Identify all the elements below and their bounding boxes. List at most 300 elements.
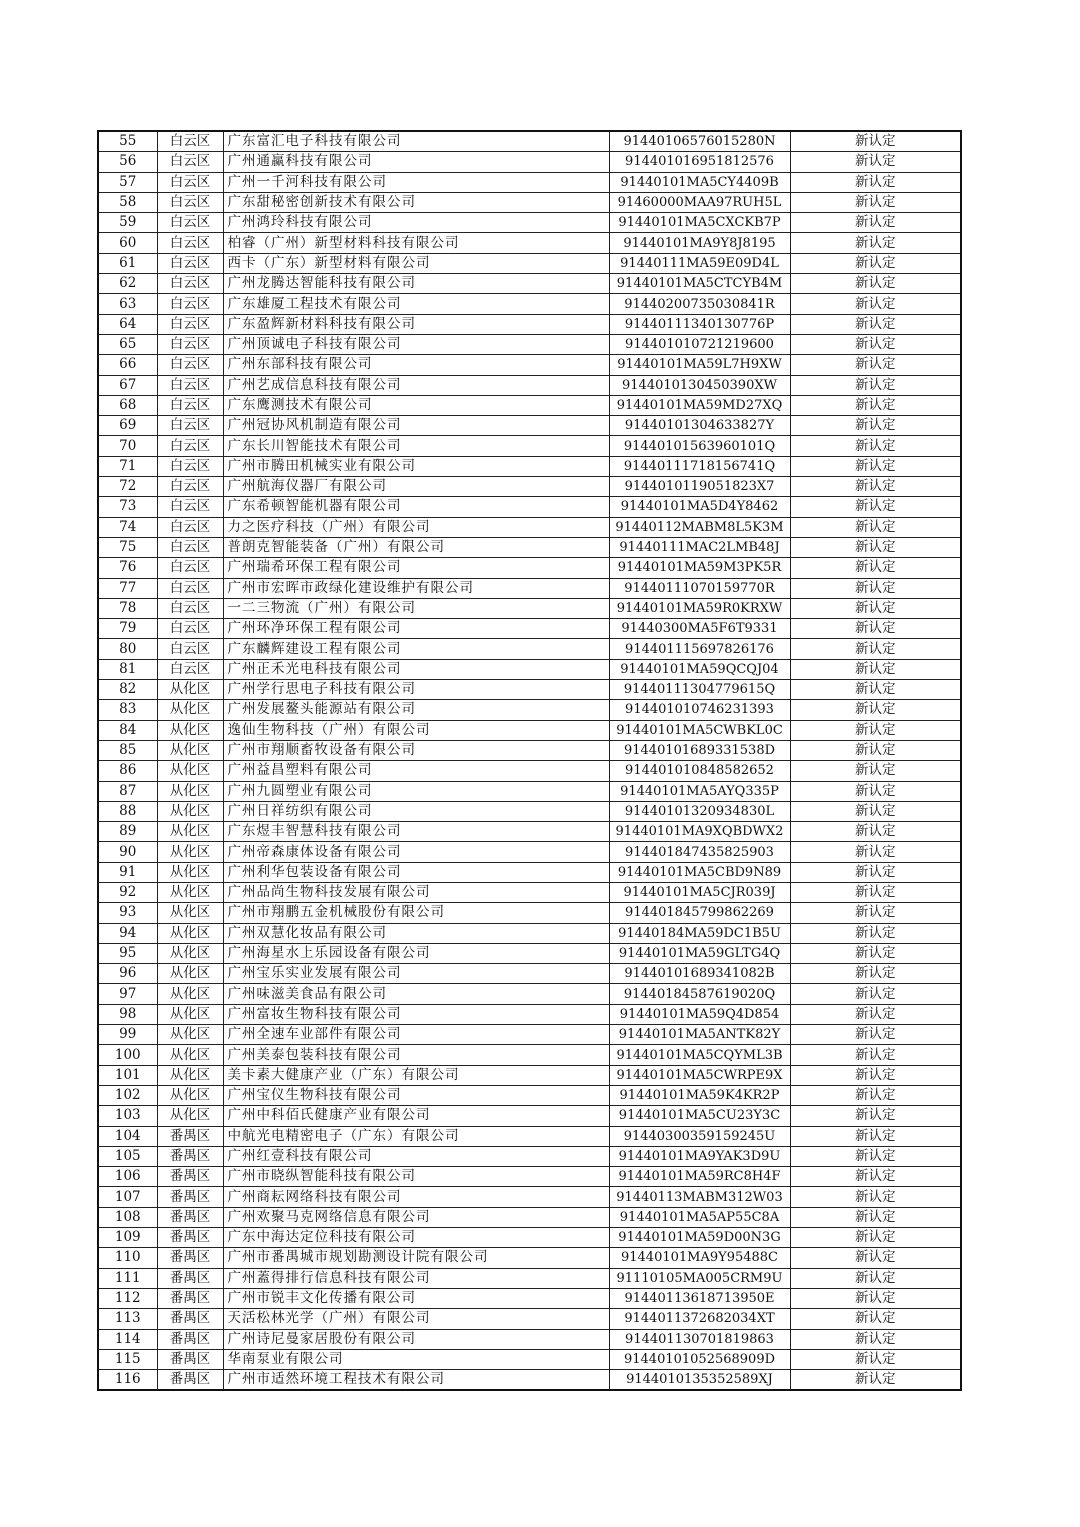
row-number: 90: [98, 842, 157, 862]
row-number: 115: [98, 1349, 157, 1369]
status-cell: 新认定: [790, 253, 961, 273]
status-cell: 新认定: [790, 964, 961, 984]
table-row: [98, 964, 961, 984]
company-name-cell: 广东中海达定位科技有限公司: [223, 1228, 609, 1248]
row-number: 68: [98, 395, 157, 415]
district-cell: 白云区: [157, 659, 223, 679]
district-cell: 番禺区: [157, 1167, 223, 1187]
credit-code-cell: 91440184MA59DC1B5U: [609, 923, 790, 943]
table-row: [98, 903, 961, 923]
row-number: 75: [98, 537, 157, 557]
credit-code-cell: 91440101MA59K4KR2P: [609, 1085, 790, 1105]
row-number: 65: [98, 334, 157, 354]
district-cell: 白云区: [157, 375, 223, 395]
row-number: 106: [98, 1167, 157, 1187]
table-row: [98, 700, 961, 720]
table-row: [98, 274, 961, 294]
district-cell: 白云区: [157, 192, 223, 212]
district-cell: 从化区: [157, 1085, 223, 1105]
status-cell: 新认定: [790, 1146, 961, 1166]
company-name-cell: 广州富妆生物科技有限公司: [223, 1004, 609, 1024]
row-number: 99: [98, 1025, 157, 1045]
credit-code-cell: 91440101MA5CXCKB7P: [609, 213, 790, 233]
row-number: 109: [98, 1228, 157, 1248]
credit-code-cell: 91440101MA59GLTG4Q: [609, 943, 790, 963]
credit-code-cell: 914401010746231393: [609, 700, 790, 720]
district-cell: 白云区: [157, 436, 223, 456]
credit-code-cell: 91440101MA5CU23Y3C: [609, 1106, 790, 1126]
credit-code-cell: 91440101MA5CY4409B: [609, 172, 790, 192]
credit-code-cell: 91440101MA9YAK3D9U: [609, 1146, 790, 1166]
district-cell: 从化区: [157, 842, 223, 862]
credit-code-cell: 914401016951812576: [609, 152, 790, 172]
district-cell: 番禺区: [157, 1370, 223, 1391]
company-name-cell: 广州商耘网络科技有限公司: [223, 1187, 609, 1207]
credit-code-cell: 914401845799862269: [609, 903, 790, 923]
row-number: 102: [98, 1085, 157, 1105]
company-name-cell: 天活松林光学（广州）有限公司: [223, 1309, 609, 1329]
status-cell: 新认定: [790, 984, 961, 1004]
company-name-cell: 广州九圆塑业有限公司: [223, 781, 609, 801]
company-name-cell: 广州双慧化妆品有限公司: [223, 923, 609, 943]
table-row: [98, 842, 961, 862]
status-cell: 新认定: [790, 923, 961, 943]
company-name-cell: 广州全速车业部件有限公司: [223, 1025, 609, 1045]
row-number: 84: [98, 720, 157, 740]
row-number: 59: [98, 213, 157, 233]
district-cell: 白云区: [157, 497, 223, 517]
district-cell: 白云区: [157, 233, 223, 253]
company-name-cell: 广州海星水上乐园设备有限公司: [223, 943, 609, 963]
district-cell: 从化区: [157, 680, 223, 700]
credit-code-cell: 914401010848582652: [609, 761, 790, 781]
district-cell: 从化区: [157, 740, 223, 760]
table-row: [98, 984, 961, 1004]
district-cell: 白云区: [157, 274, 223, 294]
credit-code-cell: 91440101MA5ANTK82Y: [609, 1025, 790, 1045]
status-cell: 新认定: [790, 1228, 961, 1248]
row-number: 62: [98, 274, 157, 294]
company-name-cell: 广东煜丰智慧科技有限公司: [223, 822, 609, 842]
credit-code-cell: 91440101MA5D4Y8462: [609, 497, 790, 517]
credit-code-cell: 91440101MA5CTCYB4M: [609, 274, 790, 294]
status-cell: 新认定: [790, 1207, 961, 1227]
district-cell: 白云区: [157, 355, 223, 375]
district-cell: 番禺区: [157, 1187, 223, 1207]
district-cell: 从化区: [157, 1065, 223, 1085]
company-name-cell: 广州正禾光电科技有限公司: [223, 659, 609, 679]
company-name-cell: 广州美泰包装科技有限公司: [223, 1045, 609, 1065]
table-row: [98, 619, 961, 639]
status-cell: 新认定: [790, 659, 961, 679]
credit-code-cell: 91440300359159245U: [609, 1126, 790, 1146]
district-cell: 从化区: [157, 984, 223, 1004]
table-row: [98, 395, 961, 415]
status-cell: 新认定: [790, 740, 961, 760]
credit-code-cell: 91440111340130776P: [609, 314, 790, 334]
company-name-cell: 广东长川智能技术有限公司: [223, 436, 609, 456]
company-name-cell: 广州环净环保工程有限公司: [223, 619, 609, 639]
table-row: [98, 740, 961, 760]
status-cell: 新认定: [790, 294, 961, 314]
company-name-cell: 广州通赢科技有限公司: [223, 152, 609, 172]
credit-code-cell: 91440101052568909D: [609, 1349, 790, 1369]
district-cell: 白云区: [157, 598, 223, 618]
credit-code-cell: 91440101MA5CBD9N89: [609, 862, 790, 882]
row-number: 70: [98, 436, 157, 456]
status-cell: 新认定: [790, 558, 961, 578]
company-name-cell: 广州红壹科技有限公司: [223, 1146, 609, 1166]
credit-code-cell: 91440101MA9XQBDWX2: [609, 822, 790, 842]
district-cell: 从化区: [157, 943, 223, 963]
table-row: [98, 477, 961, 497]
district-cell: 从化区: [157, 801, 223, 821]
status-cell: 新认定: [790, 943, 961, 963]
company-name-cell: 广州中科佰氏健康产业有限公司: [223, 1106, 609, 1126]
status-cell: 新认定: [790, 334, 961, 354]
row-number: 83: [98, 700, 157, 720]
credit-code-cell: 91440101689331538D: [609, 740, 790, 760]
district-cell: 白云区: [157, 416, 223, 436]
credit-code-cell: 91440101MA5AP55C8A: [609, 1207, 790, 1227]
row-number: 76: [98, 558, 157, 578]
table-row: [98, 781, 961, 801]
credit-code-cell: 91440200735030841R: [609, 294, 790, 314]
table-row: [98, 497, 961, 517]
row-number: 71: [98, 456, 157, 476]
company-name-cell: 广州欢聚马克网络信息有限公司: [223, 1207, 609, 1227]
status-cell: 新认定: [790, 842, 961, 862]
table-row: [98, 213, 961, 233]
credit-code-cell: 91440101MA9Y95488C: [609, 1248, 790, 1268]
company-name-cell: 西卡（广东）新型材料有限公司: [223, 253, 609, 273]
row-number: 116: [98, 1370, 157, 1391]
status-cell: 新认定: [790, 274, 961, 294]
row-number: 108: [98, 1207, 157, 1227]
status-cell: 新认定: [790, 395, 961, 415]
row-number: 100: [98, 1045, 157, 1065]
status-cell: 新认定: [790, 355, 961, 375]
credit-code-cell: 91440101MA59R0KRXW: [609, 598, 790, 618]
row-number: 112: [98, 1288, 157, 1308]
status-cell: 新认定: [790, 1329, 961, 1349]
row-number: 60: [98, 233, 157, 253]
table-row: [98, 253, 961, 273]
credit-code-cell: 91440111MAC2LMB48J: [609, 537, 790, 557]
company-name-cell: 广东盈辉新材料科技有限公司: [223, 314, 609, 334]
status-cell: 新认定: [790, 1268, 961, 1288]
company-name-cell: 广州诗尼曼家居股份有限公司: [223, 1329, 609, 1349]
company-name-cell: 广州市晓纵智能科技有限公司: [223, 1167, 609, 1187]
district-cell: 从化区: [157, 964, 223, 984]
credit-code-cell: 91440101320934830L: [609, 801, 790, 821]
row-number: 94: [98, 923, 157, 943]
company-name-cell: 广州市翔顺畜牧设备有限公司: [223, 740, 609, 760]
row-number: 101: [98, 1065, 157, 1085]
status-cell: 新认定: [790, 1025, 961, 1045]
district-cell: 番禺区: [157, 1248, 223, 1268]
table-row: [98, 1126, 961, 1146]
district-cell: 从化区: [157, 822, 223, 842]
district-cell: 从化区: [157, 1004, 223, 1024]
credit-code-cell: 91440101MA59L7H9XW: [609, 355, 790, 375]
credit-code-cell: 91440101MA5CWRPE9X: [609, 1065, 790, 1085]
company-name-cell: 广州鸿玲科技有限公司: [223, 213, 609, 233]
credit-code-cell: 914401847435825903: [609, 842, 790, 862]
company-name-cell: 美卡素大健康产业（广东）有限公司: [223, 1065, 609, 1085]
table-row: [98, 720, 961, 740]
table-row: [98, 334, 961, 354]
table-row: [98, 659, 961, 679]
row-number: 56: [98, 152, 157, 172]
table-row: [98, 1187, 961, 1207]
company-name-cell: 广州艺成信息科技有限公司: [223, 375, 609, 395]
credit-code-cell: 91440101563960101Q: [609, 436, 790, 456]
credit-code-cell: 91440184587619020Q: [609, 984, 790, 1004]
company-name-cell: 广州一千河科技有限公司: [223, 172, 609, 192]
district-cell: 白云区: [157, 395, 223, 415]
table-row: [98, 456, 961, 476]
status-cell: 新认定: [790, 578, 961, 598]
row-number: 86: [98, 761, 157, 781]
table-row: [98, 517, 961, 537]
row-number: 81: [98, 659, 157, 679]
district-cell: 白云区: [157, 131, 223, 152]
credit-code-cell: 91440106576015280N: [609, 131, 790, 152]
company-name-cell: 广东甜秘密创新技术有限公司: [223, 192, 609, 212]
credit-code-cell: 91440101689341082B: [609, 964, 790, 984]
status-cell: 新认定: [790, 761, 961, 781]
table-row: [98, 1268, 961, 1288]
row-number: 87: [98, 781, 157, 801]
district-cell: 番禺区: [157, 1329, 223, 1349]
table-row: [98, 1004, 961, 1024]
row-number: 93: [98, 903, 157, 923]
credit-code-cell: 9144011372682034XT: [609, 1309, 790, 1329]
credit-code-cell: 91440101MA5AYQ335P: [609, 781, 790, 801]
district-cell: 番禺区: [157, 1146, 223, 1166]
company-name-cell: 广州学行思电子科技有限公司: [223, 680, 609, 700]
credit-code-cell: 91440101MA59D00N3G: [609, 1228, 790, 1248]
credit-code-cell: 91440112MABM8L5K3M: [609, 517, 790, 537]
row-number: 63: [98, 294, 157, 314]
district-cell: 番禺区: [157, 1288, 223, 1308]
status-cell: 新认定: [790, 172, 961, 192]
table-row: [98, 416, 961, 436]
credit-code-cell: 91110105MA005CRM9U: [609, 1268, 790, 1288]
district-cell: 白云区: [157, 639, 223, 659]
district-cell: 番禺区: [157, 1207, 223, 1227]
credit-code-cell: 91440101MA9Y8J8195: [609, 233, 790, 253]
table-row: [98, 172, 961, 192]
table-row: [98, 578, 961, 598]
row-number: 66: [98, 355, 157, 375]
company-name-cell: 广州味滋美食品有限公司: [223, 984, 609, 1004]
company-name-cell: 广州宝仪生物科技有限公司: [223, 1085, 609, 1105]
credit-code-cell: 91440113618713950E: [609, 1288, 790, 1308]
row-number: 64: [98, 314, 157, 334]
status-cell: 新认定: [790, 416, 961, 436]
credit-code-cell: 9144010130450390XW: [609, 375, 790, 395]
table-row: [98, 1045, 961, 1065]
district-cell: 从化区: [157, 761, 223, 781]
table-row: [98, 1370, 961, 1391]
district-cell: 从化区: [157, 1025, 223, 1045]
company-name-cell: 广州顶诚电子科技有限公司: [223, 334, 609, 354]
company-name-cell: 广州发展鳌头能源站有限公司: [223, 700, 609, 720]
row-number: 57: [98, 172, 157, 192]
district-cell: 白云区: [157, 558, 223, 578]
status-cell: 新认定: [790, 720, 961, 740]
table-row: [98, 1228, 961, 1248]
district-cell: 番禺区: [157, 1228, 223, 1248]
status-cell: 新认定: [790, 497, 961, 517]
status-cell: 新认定: [790, 822, 961, 842]
row-number: 110: [98, 1248, 157, 1268]
row-number: 85: [98, 740, 157, 760]
credit-code-cell: 91440111718156741Q: [609, 456, 790, 476]
status-cell: 新认定: [790, 862, 961, 882]
row-number: 105: [98, 1146, 157, 1166]
table-row: [98, 192, 961, 212]
district-cell: 从化区: [157, 781, 223, 801]
row-number: 82: [98, 680, 157, 700]
company-name-cell: 广州日祥纺织有限公司: [223, 801, 609, 821]
status-cell: 新认定: [790, 1065, 961, 1085]
row-number: 73: [98, 497, 157, 517]
row-number: 77: [98, 578, 157, 598]
table-row: [98, 1025, 961, 1045]
table-row: [98, 355, 961, 375]
credit-code-cell: 91440300MA5F6T9331: [609, 619, 790, 639]
company-name-cell: 广州市腾田机械实业有限公司: [223, 456, 609, 476]
table-row: [98, 1146, 961, 1166]
district-cell: 白云区: [157, 477, 223, 497]
table-body: [98, 131, 961, 1390]
company-name-cell: 广州市番禺城市规划勘测设计院有限公司: [223, 1248, 609, 1268]
district-cell: 从化区: [157, 700, 223, 720]
district-cell: 从化区: [157, 903, 223, 923]
table-row: [98, 1248, 961, 1268]
company-name-cell: 广州益昌塑料有限公司: [223, 761, 609, 781]
table-row: [98, 131, 961, 152]
status-cell: 新认定: [790, 1004, 961, 1024]
district-cell: 白云区: [157, 152, 223, 172]
status-cell: 新认定: [790, 375, 961, 395]
status-cell: 新认定: [790, 1370, 961, 1391]
district-cell: 番禺区: [157, 1309, 223, 1329]
company-name-cell: 广州市适然环境工程技术有限公司: [223, 1370, 609, 1391]
district-cell: 白云区: [157, 253, 223, 273]
district-cell: 白云区: [157, 294, 223, 314]
row-number: 96: [98, 964, 157, 984]
company-name-cell: 广州蓋得排行信息科技有限公司: [223, 1268, 609, 1288]
credit-code-cell: 91440101304633827Y: [609, 416, 790, 436]
row-number: 61: [98, 253, 157, 273]
status-cell: 新认定: [790, 598, 961, 618]
row-number: 103: [98, 1106, 157, 1126]
company-name-cell: 广州宝乐实业发展有限公司: [223, 964, 609, 984]
credit-code-cell: 91440111070159770R: [609, 578, 790, 598]
status-cell: 新认定: [790, 213, 961, 233]
table-row: [98, 152, 961, 172]
status-cell: 新认定: [790, 1248, 961, 1268]
district-cell: 从化区: [157, 720, 223, 740]
credit-code-cell: 914401130701819863: [609, 1329, 790, 1349]
company-name-cell: 一二三物流（广州）有限公司: [223, 598, 609, 618]
row-number: 69: [98, 416, 157, 436]
company-name-cell: 广州瑞希环保工程有限公司: [223, 558, 609, 578]
row-number: 67: [98, 375, 157, 395]
table-row: [98, 862, 961, 882]
company-name-cell: 华南泵业有限公司: [223, 1349, 609, 1369]
company-name-cell: 广州冠协风机制造有限公司: [223, 416, 609, 436]
status-cell: 新认定: [790, 314, 961, 334]
credit-code-cell: 91440101MA59MD27XQ: [609, 395, 790, 415]
row-number: 113: [98, 1309, 157, 1329]
company-name-cell: 广东雄厦工程技术有限公司: [223, 294, 609, 314]
status-cell: 新认定: [790, 1187, 961, 1207]
status-cell: 新认定: [790, 619, 961, 639]
company-name-cell: 广州东部科技有限公司: [223, 355, 609, 375]
district-cell: 从化区: [157, 1045, 223, 1065]
status-cell: 新认定: [790, 1288, 961, 1308]
status-cell: 新认定: [790, 1167, 961, 1187]
table-row: [98, 1309, 961, 1329]
company-name-cell: 广州帝森康体设备有限公司: [223, 842, 609, 862]
table-row: [98, 801, 961, 821]
status-cell: 新认定: [790, 1106, 961, 1126]
company-name-cell: 广州龙腾达智能科技有限公司: [223, 274, 609, 294]
status-cell: 新认定: [790, 1126, 961, 1146]
district-cell: 白云区: [157, 619, 223, 639]
table-row: [98, 598, 961, 618]
district-cell: 从化区: [157, 1106, 223, 1126]
table-row: [98, 943, 961, 963]
status-cell: 新认定: [790, 537, 961, 557]
credit-code-cell: 91440101MA59Q4D854: [609, 1004, 790, 1024]
district-cell: 白云区: [157, 456, 223, 476]
company-name-cell: 广州航海仪器厂有限公司: [223, 477, 609, 497]
credit-code-cell: 91460000MAA97RUH5L: [609, 192, 790, 212]
status-cell: 新认定: [790, 903, 961, 923]
district-cell: 白云区: [157, 314, 223, 334]
table-row: [98, 558, 961, 578]
status-cell: 新认定: [790, 1349, 961, 1369]
district-cell: 从化区: [157, 862, 223, 882]
row-number: 79: [98, 619, 157, 639]
table-row: [98, 761, 961, 781]
credit-code-cell: 91440101MA59RC8H4F: [609, 1167, 790, 1187]
credit-code-cell: 91440101MA5CQYML3B: [609, 1045, 790, 1065]
company-name-cell: 广州利华包装设备有限公司: [223, 862, 609, 882]
credit-code-cell: 91440111304779615Q: [609, 680, 790, 700]
table-row: [98, 1288, 961, 1308]
table-row: [98, 375, 961, 395]
district-cell: 白云区: [157, 172, 223, 192]
district-cell: 白云区: [157, 334, 223, 354]
status-cell: 新认定: [790, 1085, 961, 1105]
district-cell: 白云区: [157, 537, 223, 557]
company-name-cell: 中航光电精密电子（广东）有限公司: [223, 1126, 609, 1146]
company-name-cell: 广州市翔鹏五金机械股份有限公司: [223, 903, 609, 923]
row-number: 88: [98, 801, 157, 821]
district-cell: 白云区: [157, 578, 223, 598]
district-cell: 从化区: [157, 923, 223, 943]
credit-code-cell: 914401010721219600: [609, 334, 790, 354]
table-row: [98, 822, 961, 842]
table-row: [98, 314, 961, 334]
